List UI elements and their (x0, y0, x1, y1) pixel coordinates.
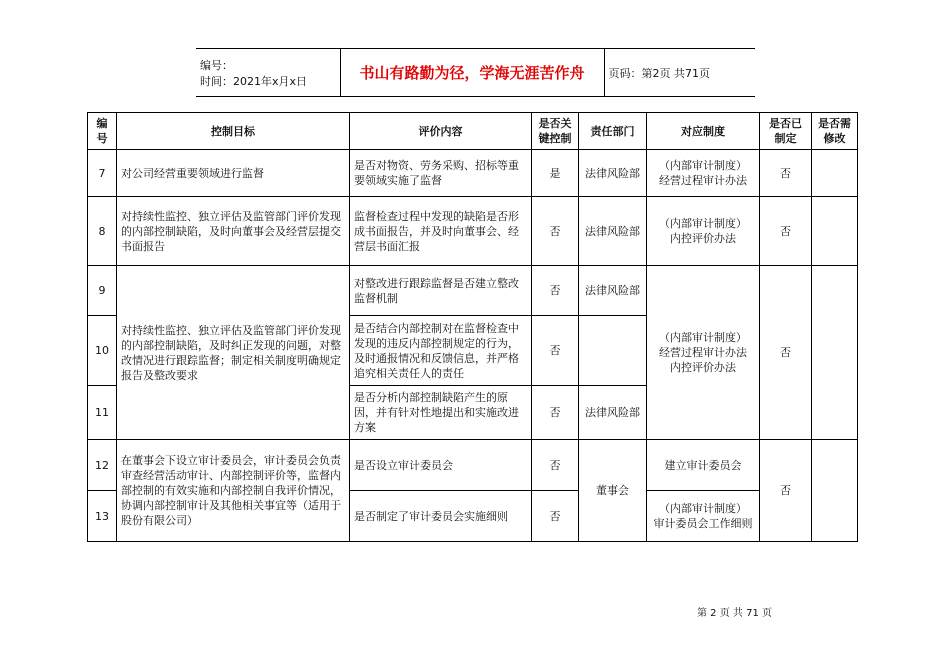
policy-line: 经营过程审计办法 (659, 174, 747, 187)
table-row (88, 150, 858, 197)
col-header-made: 是否已制定 (760, 113, 812, 150)
row-number: 11 (88, 386, 117, 440)
col-header-content: 评价内容 (350, 113, 532, 150)
key-control: 否 (532, 386, 579, 440)
control-goal: 对公司经营重要领域进行监督 (117, 150, 350, 197)
policy (647, 197, 760, 266)
control-table (87, 112, 858, 542)
key-control: 否 (532, 266, 579, 316)
responsible-dept: 法律风险部 (579, 266, 647, 316)
evaluation-content: 是否对物资、劳务采购、招标等重要领域实施了监督 (350, 150, 532, 197)
evaluation-content: 是否制定了审计委员会实施细则 (350, 491, 532, 542)
key-control: 否 (532, 491, 579, 542)
row-number: 7 (88, 150, 117, 197)
needs-modify (812, 266, 858, 440)
responsible-dept: 法律风险部 (579, 197, 647, 266)
row-number: 10 (88, 316, 117, 386)
policy (647, 150, 760, 197)
table-row (88, 266, 858, 316)
key-control: 否 (532, 316, 579, 386)
policy-line: 经营过程审计办法 (659, 346, 747, 359)
page-footer: 第 2 页 共 71 页 (697, 608, 772, 619)
needs-modify (812, 197, 858, 266)
col-header-modify: 是否需修改 (812, 113, 858, 150)
table-row (88, 197, 858, 266)
evaluation-content: 是否设立审计委员会 (350, 440, 532, 491)
row-number: 12 (88, 440, 117, 491)
table-header-row (88, 113, 858, 150)
responsible-dept (579, 316, 647, 386)
col-header-dept: 责任部门 (579, 113, 647, 150)
is-made: 否 (760, 266, 812, 440)
responsible-dept: 董事会 (579, 440, 647, 542)
col-header-goal: 控制目标 (117, 113, 350, 150)
key-control: 否 (532, 440, 579, 491)
row-number: 8 (88, 197, 117, 266)
policy: 建立审计委员会 (647, 440, 760, 491)
needs-modify (812, 150, 858, 197)
control-goal: 对持续性监控、独立评估及监管部门评价发现的内部控制缺陷，及时向董事会及经营层提交书面报告 (117, 197, 350, 266)
control-goal: 对持续性监控、独立评估及监管部门评价发现的内部控制缺陷，及时纠正发现的问题，对整改情况进行跟踪监督；制定相关制度明确规定报告及整改要求 (117, 266, 350, 440)
col-header-policy: 对应制度 (647, 113, 760, 150)
col-header-no: 编号 (88, 113, 117, 150)
header-meta (196, 49, 340, 97)
row-number: 13 (88, 491, 117, 542)
is-made: 否 (760, 150, 812, 197)
control-goal: 在董事会下设立审计委员会，审计委员会负责审查经营活动审计、内部控制评价等，监督内部控制的有效实施和内部控制自我评价情况，协调内部控制审计及其他相关事宜等（适用于股份有限公司） (117, 440, 350, 542)
header-motto-cell (340, 49, 604, 97)
responsible-dept: 法律风险部 (579, 150, 647, 197)
policy (647, 266, 760, 440)
table-row (88, 440, 858, 491)
policy-line: 审计委员会工作细则 (653, 517, 753, 530)
evaluation-content: 是否结合内部控制对在监督检查中发现的违反内部控制规定的行为，及时通报情况和反馈信息，并严格追究相关责任人的责任 (350, 316, 532, 386)
evaluation-content: 是否分析内部控制缺陷产生的原因，并有针对性地提出和实施改进方案 (350, 386, 532, 440)
policy-line: （内部审计制度） (659, 217, 747, 230)
time-label: 时间：2021年x月x日 (200, 74, 308, 88)
col-header-key: 是否关键控制 (532, 113, 579, 150)
page-label: 页码：第2页 共71页 (604, 49, 755, 97)
is-made: 否 (760, 197, 812, 266)
needs-modify (812, 440, 858, 542)
policy-line: （内部审计制度） (659, 502, 747, 515)
motto: 书山有路勤为径，学海无涯苦作舟 (359, 64, 585, 82)
evaluation-content: 对整改进行跟踪监督是否建立整改监督机制 (350, 266, 532, 316)
policy (647, 491, 760, 542)
evaluation-content: 监督检查过程中发现的缺陷是否形成书面报告，并及时向董事会、经营层书面汇报 (350, 197, 532, 266)
is-made: 否 (760, 440, 812, 542)
policy-line: （内部审计制度） (659, 331, 747, 344)
policy-line: （内部审计制度） (659, 159, 747, 172)
responsible-dept: 法律风险部 (579, 386, 647, 440)
number-label: 编号： (200, 58, 233, 72)
policy-line: 内控评价办法 (670, 232, 736, 245)
key-control: 是 (532, 150, 579, 197)
key-control: 否 (532, 197, 579, 266)
policy-line: 内控评价办法 (670, 361, 736, 374)
document-header (196, 48, 755, 97)
row-number: 9 (88, 266, 117, 316)
